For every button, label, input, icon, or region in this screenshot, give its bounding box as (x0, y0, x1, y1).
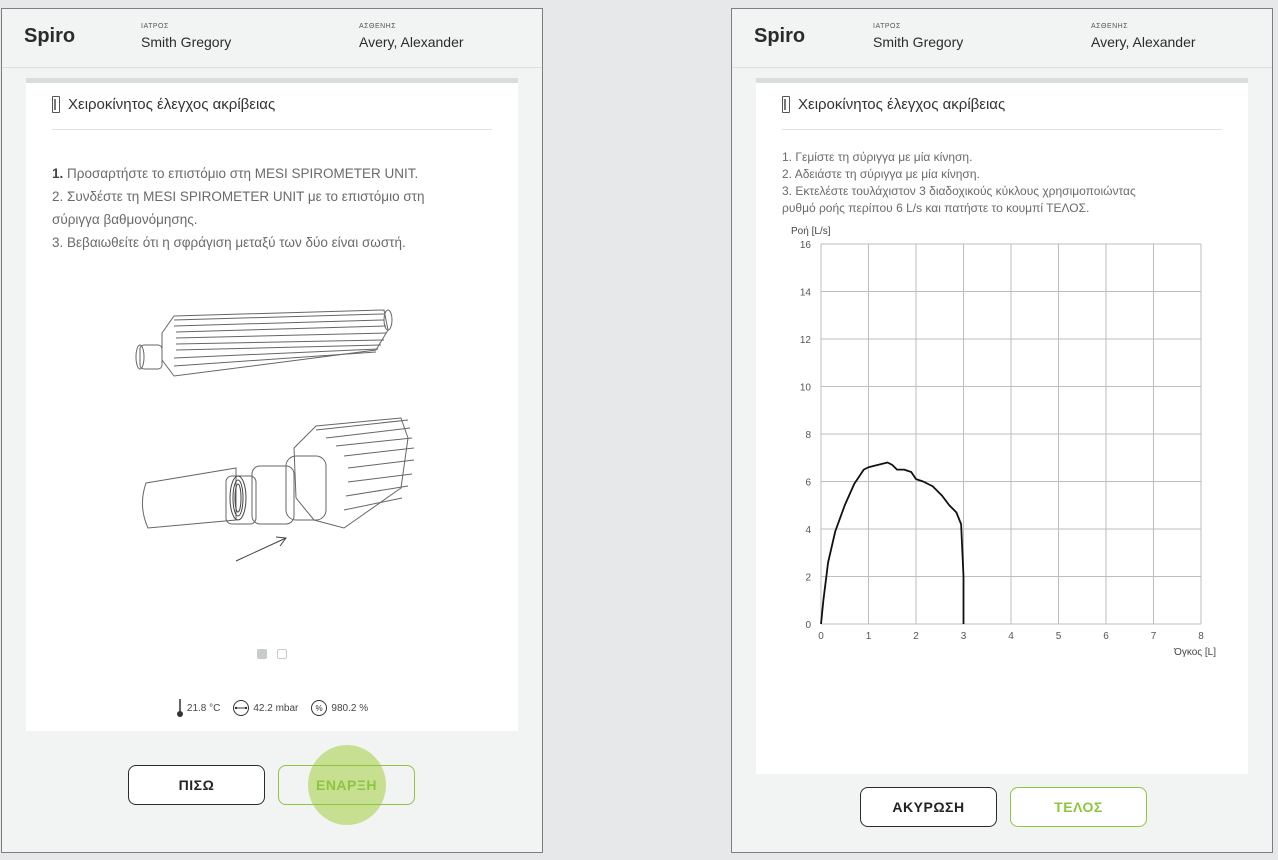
instruction-item: 1. Γεμίστε τη σύριγγα με μία κίνηση. (782, 150, 973, 164)
thermometer-icon (176, 698, 184, 718)
y-tick-label: 8 (805, 430, 811, 441)
syringe-drawing (142, 418, 414, 528)
patient-name: Avery, Alexander (359, 34, 464, 50)
x-tick-label: 8 (1198, 631, 1204, 642)
y-tick-label: 0 (805, 620, 811, 631)
measurement-card (756, 78, 1248, 774)
cancel-button[interactable]: ΑΚΥΡΩΣΗ (860, 787, 997, 827)
card-header (782, 96, 1222, 130)
doctor-label: ΙΑΤΡΟΣ (141, 23, 169, 30)
instruction-list (52, 162, 425, 254)
spirometer-unit-drawing (136, 310, 392, 376)
instructions-card (26, 78, 518, 731)
humidity-icon (310, 699, 328, 717)
y-tick-label: 14 (799, 287, 811, 299)
y-tick-label: 10 (799, 382, 811, 394)
chart-plot-group (791, 225, 1216, 658)
x-tick-label: 0 (818, 631, 824, 642)
instruction-item: 3. Βεβαιωθείτε ότι η σφράγιση μεταξύ των δύο είναι σωστή. (52, 235, 406, 250)
instruction-item: 2. Συνδέστε τη MESI SPIROMETER UNIT με το επιστόμιο στη (52, 189, 425, 204)
patient-label: ΑΣΘΕΝΗΣ (1091, 23, 1129, 30)
patient-block (1091, 23, 1196, 50)
start-button[interactable]: ΕΝΑΡΞΗ (278, 765, 415, 805)
y-tick-label: 2 (805, 572, 811, 584)
card-title: Χειροκίνητος έλεγχος ακρίβειας (68, 96, 276, 113)
humidity-readout: % 980.2 % (310, 699, 368, 717)
right-screen (731, 8, 1273, 853)
patient-label: ΑΣΘΕΝΗΣ (359, 23, 397, 30)
flow-volume-chart (776, 213, 1226, 663)
instruction-item: 1. Προσαρτήστε το επιστόμιο στη MESI SPIROMETER UNIT. (52, 166, 419, 181)
finish-button[interactable]: ΤΕΛΟΣ (1010, 787, 1147, 827)
instruction-item: ρυθμό ροής περίπου 6 L/s και πατήστε το κουμπί ΤΕΛΟΣ. (782, 201, 1090, 215)
instruction-item: 3. Εκτελέστε τουλάχιστον 3 διαδοχικούς κύκλους χρησιμοποιώντας (782, 184, 1136, 198)
page-indicator (26, 649, 518, 659)
x-tick-label: 6 (1103, 631, 1109, 642)
card-title: Χειροκίνητος έλεγχος ακρίβειας (798, 96, 1006, 113)
syringe-icon (52, 96, 60, 113)
x-tick-label: 3 (960, 631, 967, 642)
y-tick-label: 4 (805, 525, 811, 536)
spirometer-syringe-illustration (126, 288, 416, 578)
x-tick-label: 4 (1008, 631, 1014, 642)
app-title: Spiro (24, 25, 76, 47)
temperature-readout: 21.8 °C (176, 698, 220, 718)
doctor-block (873, 23, 963, 50)
y-tick-label: 12 (799, 335, 811, 346)
pressure-icon (232, 699, 250, 717)
doctor-block (141, 23, 231, 50)
doctor-name: Smith Gregory (141, 34, 232, 50)
x-tick-label: 1 (865, 631, 872, 642)
doctor-label: ΙΑΤΡΟΣ (873, 23, 901, 30)
insert-arrow-icon (236, 537, 286, 561)
patient-block (359, 23, 464, 50)
y-axis-label: Ροή [L/s] (791, 226, 831, 237)
sensor-readouts (26, 698, 518, 718)
flow-curve-line (821, 463, 964, 625)
syringe-icon (782, 96, 790, 113)
page-dot-inactive[interactable] (277, 649, 287, 659)
instruction-item: 2. Αδειάστε τη σύριγγα με μία κίνηση. (782, 167, 980, 181)
instruction-list (782, 149, 1136, 217)
card-header (52, 96, 492, 130)
x-tick-label: 2 (913, 631, 919, 642)
header-bar (2, 9, 542, 68)
x-tick-label: 7 (1150, 631, 1157, 642)
app-title: Spiro (754, 25, 806, 47)
back-button[interactable]: ΠΙΣΩ (128, 765, 265, 805)
x-tick-label: 5 (1055, 631, 1062, 642)
instruction-item: σύριγγα βαθμονόμησης. (52, 212, 198, 227)
x-axis-label: Όγκος [L] (1174, 647, 1216, 658)
patient-name: Avery, Alexander (1091, 34, 1196, 50)
y-tick-label: 16 (799, 240, 811, 251)
pressure-readout: 42.2 mbar (232, 699, 298, 717)
page-dot-active[interactable] (257, 649, 267, 659)
doctor-name: Smith Gregory (873, 34, 964, 50)
svg-text:%: % (315, 704, 323, 713)
header-bar (732, 9, 1272, 68)
y-tick-label: 6 (805, 477, 811, 489)
left-screen (1, 8, 543, 853)
